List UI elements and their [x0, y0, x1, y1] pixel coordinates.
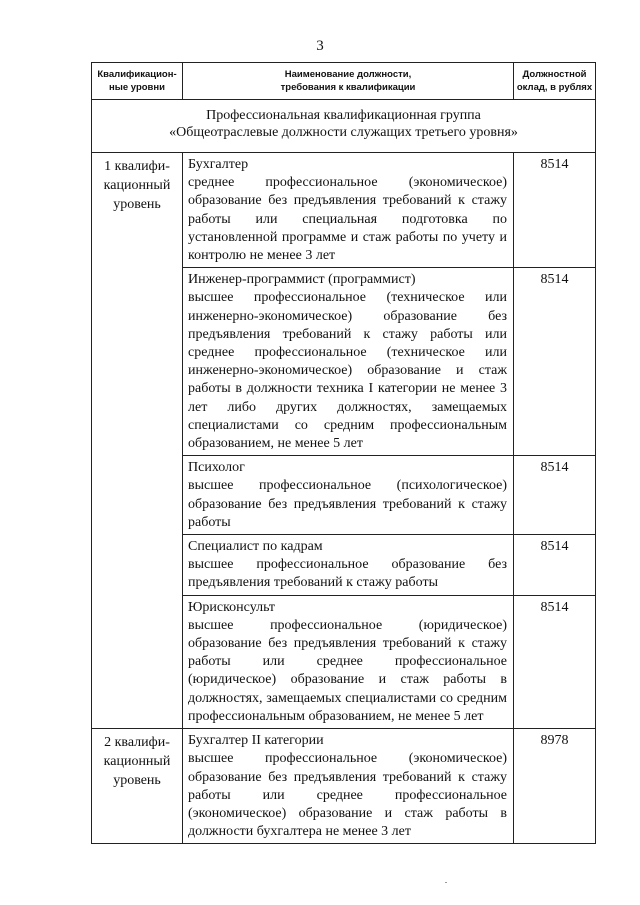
header-salary: Должностной оклад, в рублях: [514, 63, 596, 100]
table-row: [92, 729, 596, 844]
position-cell: [183, 153, 514, 268]
position-title: Бухгалтер: [188, 157, 249, 172]
salary-table: [91, 62, 596, 844]
table-row: [92, 153, 596, 268]
table-header-row: [92, 63, 596, 100]
position-cell: [183, 456, 514, 535]
position-title: Бухгалтер II категории: [188, 733, 324, 749]
group-title-line2: «Общеотраслевые должности служащих третьего уровня»: [169, 125, 518, 140]
scan-speck: [445, 882, 447, 883]
qualification-level-1: 1 квалифи- кационный уровень: [92, 153, 183, 729]
position-cell: [183, 268, 514, 456]
header-position-requirements: [183, 63, 514, 100]
position-cell: [183, 595, 514, 728]
position-requirements: высшее профессиональное (психологическое) образование без предъявления требований к стажу работы: [188, 478, 507, 530]
page-number: 3: [316, 38, 324, 54]
salary-value: 8978: [514, 729, 596, 844]
position-title: Юрисконсульт: [188, 599, 276, 615]
qualification-level-2: 2 квалифи- кационный уровень: [92, 729, 183, 844]
group-title-line1: Профессиональная квалификационная группа: [206, 108, 481, 123]
salary-value: 8514: [514, 456, 596, 535]
position-requirements: высшее профессиональное (экономическое) образование без предъявления требований к стажу работы или среднее профессиональное (экономическое) образование и стаж работы в должности бухгалтера не менее 3 лет: [188, 751, 507, 840]
group-title: [92, 100, 596, 153]
position-requirements: среднее профессиональное (экономическое) образование без предъявления требований к стажу работы или специальная подготовка по установленной программе и стаж работы по учету и контролю не менее 3 лет: [188, 175, 507, 264]
position-title: Инженер-программист (программист): [188, 272, 416, 288]
position-requirements: высшее профессиональное образование без предъявления требований к стажу работы: [188, 557, 507, 591]
position-cell: [183, 535, 514, 596]
position-requirements: высшее профессиональное (юридическое) образование без предъявления требований к стажу работы или среднее профессиональное (юридическое) образование и стаж работы в должностях, замещаемых специалистами со средним профессиональным образованием, не менее 5 лет: [188, 617, 507, 724]
header-position-line1: Наименование должности,: [284, 69, 412, 80]
salary-value: 8514: [514, 268, 596, 456]
header-position-line2: требования к квалификации: [280, 82, 416, 93]
salary-value: 8514: [514, 595, 596, 728]
salary-value: 8514: [514, 535, 596, 596]
position-title: Специалист по кадрам: [188, 539, 323, 555]
salary-value: 8514: [514, 153, 596, 268]
group-row: [92, 100, 596, 153]
position-cell: [183, 729, 514, 844]
header-qualification-levels: Квалификацион-ные уровни: [92, 63, 183, 100]
position-requirements: высшее профессиональное (техническое или инженерно-экономическое) образование без предъявления требований к стажу работы или среднее профессиональное (техническое или инженерно-экономическое) образование и стаж работы в должности техника I категории не менее 3 лет либо других должностях, замещаемых специалистами со средним профессиональным образованием, не менее 5 лет: [188, 290, 507, 452]
position-title: Психолог: [188, 460, 245, 476]
